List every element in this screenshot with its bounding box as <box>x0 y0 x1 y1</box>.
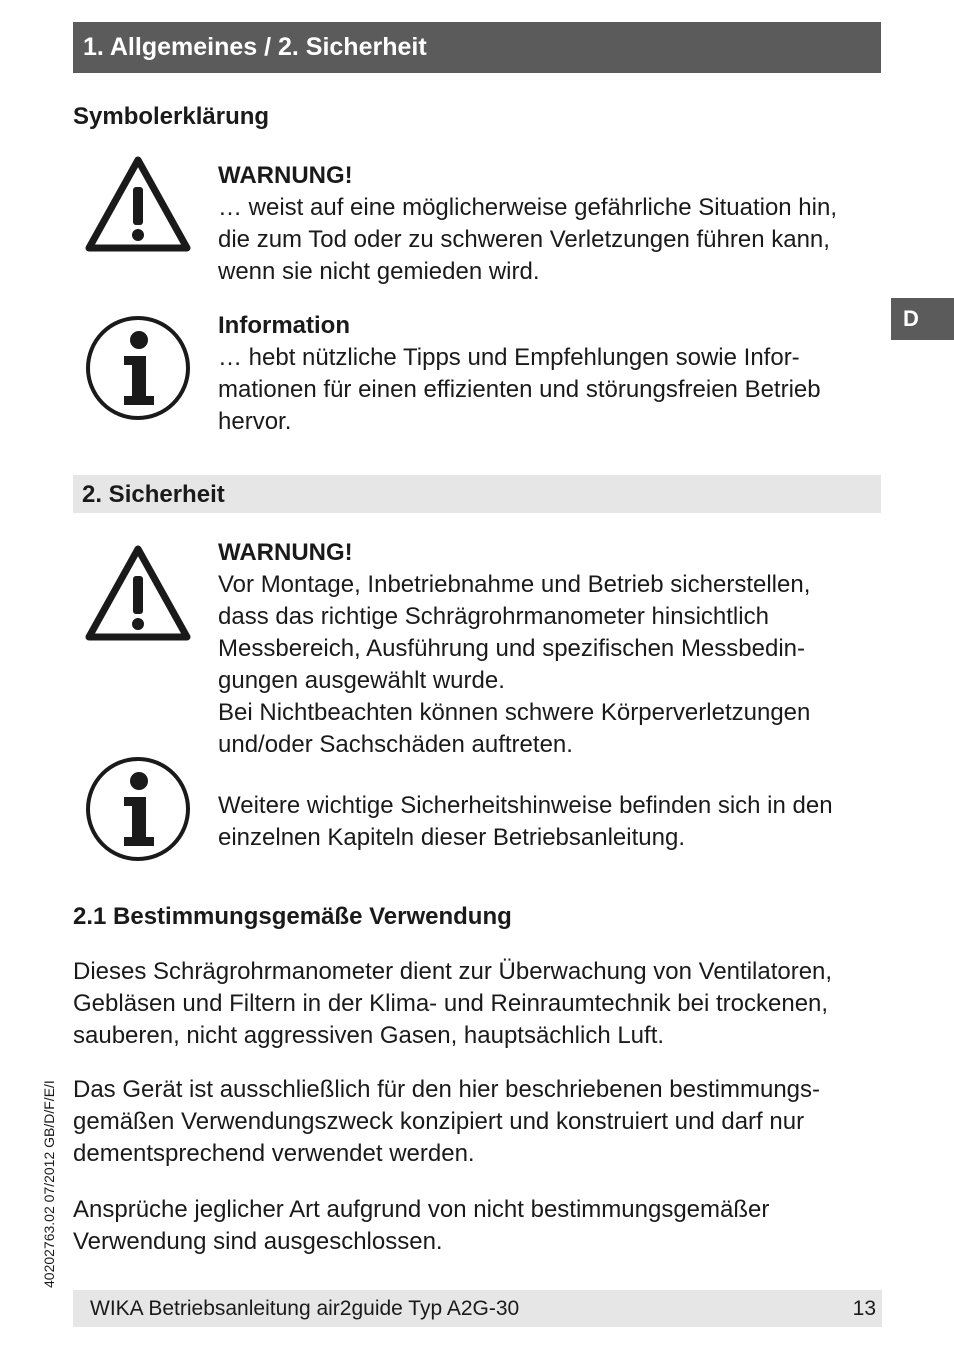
text-line: dass das richtige Schrägrohrmanometer hinsichtlich <box>218 603 769 630</box>
intended-use-paragraph <box>73 1074 888 1170</box>
text-line: … weist auf eine möglicherweise gefährliche Situation hin, <box>218 194 837 221</box>
safety-section-header <box>73 475 881 513</box>
text-line: Weitere wichtige Sicherheitshinweise befinden sich in den <box>218 792 833 819</box>
text-line: dementsprechend verwendet werden. <box>73 1140 475 1167</box>
text-line: wenn sie nicht gemieden wird. <box>218 258 540 285</box>
text-line: und/oder Sachschäden auftreten. <box>218 731 573 758</box>
text-line: Bei Nichtbeachten können schwere Körperverletzungen <box>218 699 811 726</box>
text-line: Das Gerät ist ausschließlich für den hier beschriebenen bestimmungs- <box>73 1076 821 1103</box>
chapter-header <box>73 22 881 73</box>
info-icon <box>84 314 192 422</box>
safety-info-text <box>218 790 888 854</box>
text-line: Vor Montage, Inbetriebnahme und Betrieb sicherstellen, <box>218 571 811 598</box>
info-icon <box>84 755 192 863</box>
intended-use-paragraph <box>73 1194 888 1258</box>
warning-icon <box>83 154 193 254</box>
document-code: 40202763.02 07/2012 GB/D/F/E/I <box>41 1080 57 1288</box>
text-line: hervor. <box>218 408 292 435</box>
text-line: … hebt nützliche Tipps und Empfehlungen sowie Infor- <box>218 344 800 371</box>
text-line: Ansprüche jeglicher Art aufgrund von nicht bestimmungsgemäßer <box>73 1196 770 1223</box>
language-tab <box>891 298 954 340</box>
text-line: einzelnen Kapiteln dieser Betriebsanleitung. <box>218 824 685 851</box>
symbol-info-title: Information <box>218 312 350 339</box>
footer-title: WIKA Betriebsanleitung air2guide Typ A2G-30 <box>90 1297 520 1320</box>
intended-use-heading: 2.1 Bestimmungsgemäße Verwendung <box>73 903 512 930</box>
text-line: Dieses Schrägrohrmanometer dient zur Überwachung von Ventilatoren, <box>73 958 833 985</box>
text-line: sauberen, nicht aggressiven Gasen, hauptsächlich Luft. <box>73 1022 665 1049</box>
symbol-info-text <box>218 310 888 438</box>
safety-warning-text <box>218 537 888 761</box>
page-number: 13 <box>852 1297 876 1320</box>
page-footer <box>73 1290 882 1327</box>
chapter-title: 1. Allgemeines / 2. Sicherheit <box>83 33 427 61</box>
symbol-warning-text <box>218 160 888 288</box>
text-line: Messbereich, Ausführung und spezifischen Messbedin- <box>218 635 805 662</box>
text-line: gungen ausgewählt wurde. <box>218 667 505 694</box>
text-line: Gebläsen und Filtern in der Klima- und Reinraumtechnik bei trockenen, <box>73 990 829 1017</box>
safety-heading: 2. Sicherheit <box>82 481 225 508</box>
text-line: die zum Tod oder zu schweren Verletzungen führen kann, <box>218 226 830 253</box>
text-line: mationen für einen effizienten und störungsfreien Betrieb <box>218 376 821 403</box>
language-tab-label: D <box>903 306 919 331</box>
intended-use-paragraph <box>73 956 888 1052</box>
text-line: Verwendung sind ausgeschlossen. <box>73 1228 443 1255</box>
symbols-heading: Symbolerklärung <box>73 103 270 130</box>
warning-icon <box>83 543 193 643</box>
safety-warning-title: WARNUNG! <box>218 539 353 566</box>
text-line: gemäßen Verwendungszweck konzipiert und konstruiert und darf nur <box>73 1108 805 1135</box>
symbol-warning-title: WARNUNG! <box>218 162 353 189</box>
